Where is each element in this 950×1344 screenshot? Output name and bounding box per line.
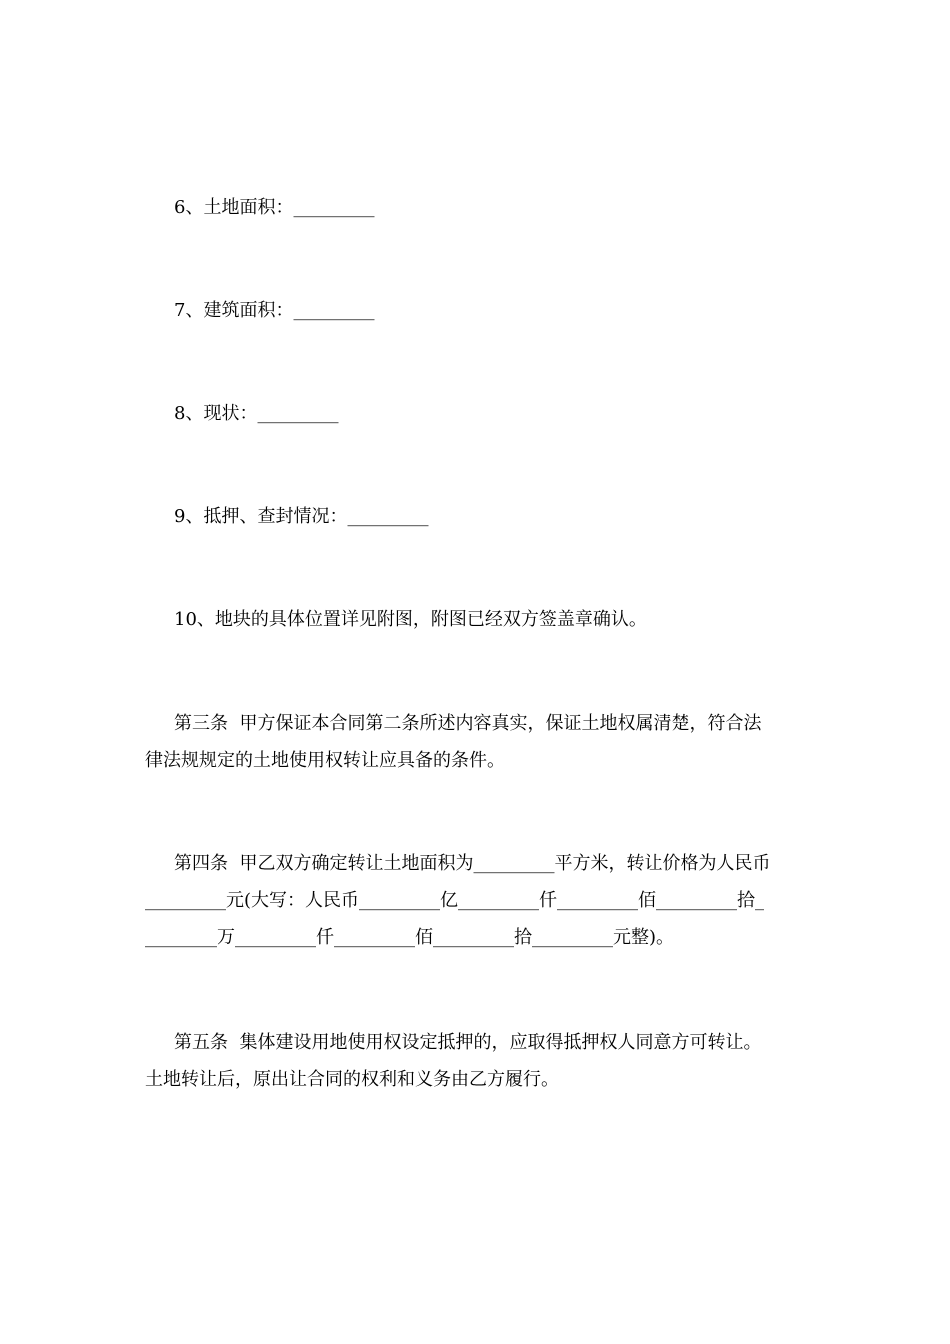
article-4-line-2: _________元(大写：人民币_________亿_________仟_________佰_________拾_ bbox=[145, 890, 765, 911]
article-4-line-1: 第四条 甲乙双方确定转让土地面积为_________平方米，转让价格为人民币 bbox=[174, 853, 771, 874]
article-5-line-1: 第五条 集体建设用地使用权设定抵押的，应取得抵押权人同意方可转让。 bbox=[174, 1032, 762, 1053]
item-8-current-status: 8、现状：_________ bbox=[174, 403, 339, 424]
item-9-mortgage-status: 9、抵押、查封情况：_________ bbox=[174, 506, 429, 527]
item-6-land-area: 6、土地面积：_________ bbox=[174, 197, 375, 218]
item-7-building-area: 7、建筑面积：_________ bbox=[174, 300, 375, 321]
article-5-line-2: 土地转让后，原出让合同的权利和义务由乙方履行。 bbox=[145, 1069, 559, 1090]
item-10-location: 10、地块的具体位置详见附图，附图已经双方签盖章确认。 bbox=[174, 609, 647, 630]
article-3-line-2: 律法规规定的土地使用权转让应具备的条件。 bbox=[145, 750, 505, 771]
article-4-line-3: ________万_________仟_________佰_________拾_________元整)。 bbox=[145, 927, 675, 948]
article-3-line-1: 第三条 甲方保证本合同第二条所述内容真实，保证土地权属清楚，符合法 bbox=[174, 713, 762, 734]
